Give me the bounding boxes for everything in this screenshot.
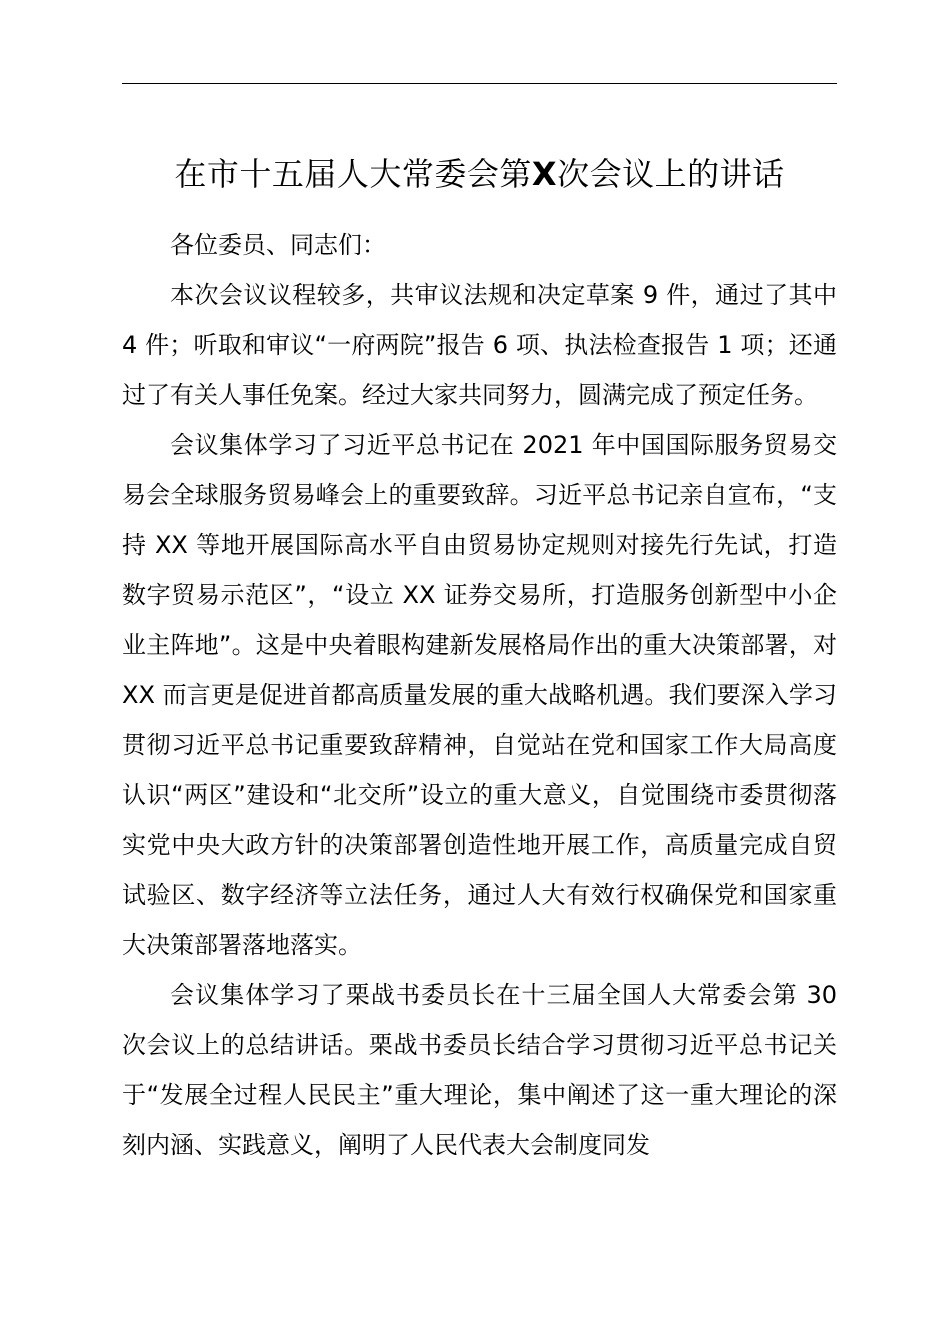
paragraph-1: 本次会议议程较多，共审议法规和决定草案 9 件，通过了其中 4 件；听取和审议“一府两院”报告 6 项、执法检查报告 1 项；还通过了有关人事任免案。经过大家共同努力，圆满完成了预定任务。 <box>122 281 837 409</box>
document-body <box>122 220 837 1170</box>
title-prefix: 在市十五届人大常委会第 <box>174 155 532 193</box>
salutation: 各位委员、同志们： <box>170 231 386 259</box>
header-rule <box>122 83 837 84</box>
document-title <box>122 150 837 198</box>
paragraph-2: 会议集体学习了习近平总书记在 2021 年中国国际服务贸易交易会全球服务贸易峰会上的重要致辞。习近平总书记亲自宣布，“支持 XX 等地开展国际高水平自由贸易协定规则对接先行先试，打造数字贸易示范区”，“设立 XX 证券交易所，打造服务创新型中小企业主阵地”。这是中央着眼构建新发展格局作出的重大决策部署，对 XX 而言更是促进首都高质量发展的重大战略机遇。我们要深入学习贯彻习近平总书记重要致辞精神，自觉站在党和国家工作大局高度认识“两区”建设和“北交所”设立的重大意义，自觉围绕市委贯彻落实党中央大政方针的决策部署创造性地开展工作，高质量完成自贸试验区、数字经济等立法任务，通过人大有效行权确保党和国家重大决策部署落地落实。 <box>122 431 837 959</box>
paragraph-3: 会议集体学习了栗战书委员长在十三届全国人大常委会第 30 次会议上的总结讲话。栗战书委员长结合学习贯彻习近平总书记关于“发展全过程人民民主”重大理论，集中阐述了这一重大理论的深刻内涵、实践意义，阐明了人民代表大会制度同发 <box>122 981 837 1159</box>
title-bold-x: X <box>531 155 558 193</box>
title-suffix: 次会议上的讲话 <box>557 155 785 193</box>
